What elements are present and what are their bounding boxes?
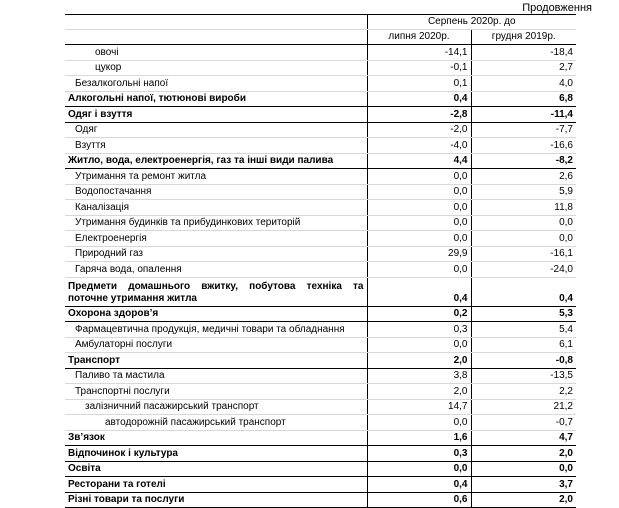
value-vs-december: -0,7 (471, 415, 576, 431)
table-row (65, 215, 576, 231)
value-vs-december: 2,2 (471, 384, 576, 400)
table-row-category (65, 277, 576, 306)
table-row-category (65, 477, 576, 493)
table-row (65, 122, 576, 138)
row-label: Транспортні послуги (65, 384, 367, 400)
value-vs-july: 0,0 (367, 184, 471, 200)
value-vs-december: -16,1 (471, 246, 576, 262)
row-label: Одяг (65, 122, 367, 138)
value-vs-december: 4,0 (471, 76, 576, 92)
row-label: Ресторани та готелі (65, 477, 367, 493)
value-vs-december: -8,2 (471, 153, 576, 169)
header-row-columns (65, 30, 576, 45)
table-row-category (65, 91, 576, 107)
table-row-category (65, 107, 576, 123)
value-vs-july: 3,8 (367, 368, 471, 384)
value-vs-december: -0,8 (471, 353, 576, 369)
value-vs-december: -18,4 (471, 45, 576, 61)
value-vs-july: 0,4 (367, 277, 471, 306)
value-vs-july: 1,6 (367, 430, 471, 446)
table-row (65, 45, 576, 61)
value-vs-july: -0,1 (367, 60, 471, 76)
row-label: Безалкогольні напої (65, 76, 367, 92)
value-vs-july: -14,1 (367, 45, 471, 61)
value-vs-july: 0,0 (367, 169, 471, 185)
table-row-category (65, 430, 576, 446)
value-vs-december: 21,2 (471, 399, 576, 415)
value-vs-december: 2,0 (471, 492, 576, 508)
row-label: Одяг і взуття (65, 107, 367, 123)
table-row (65, 60, 576, 76)
value-vs-december: -11,4 (471, 107, 576, 123)
table-row-category (65, 153, 576, 169)
value-vs-december: 0,0 (471, 231, 576, 247)
table-row (65, 246, 576, 262)
row-label: Житло, вода, електроенергія, газ та інші види палива (65, 153, 367, 169)
value-vs-july: 0,0 (367, 231, 471, 247)
row-label: Алкогольні напої, тютюнові вироби (65, 91, 367, 107)
value-vs-december: 2,0 (471, 446, 576, 462)
value-vs-december: 3,7 (471, 477, 576, 493)
value-vs-december: 5,4 (471, 322, 576, 338)
row-label: Утримання та ремонт житла (65, 169, 367, 185)
table-row (65, 169, 576, 185)
value-vs-july: 0,0 (367, 461, 471, 477)
row-label: Зв’язок (65, 430, 367, 446)
value-vs-december: 6,1 (471, 337, 576, 353)
value-vs-december: 0,0 (471, 461, 576, 477)
table-row (65, 231, 576, 247)
value-vs-july: 2,0 (367, 384, 471, 400)
value-vs-july: 0,6 (367, 492, 471, 508)
row-label: автодорожній пасажирський транспорт (65, 415, 367, 431)
value-vs-july: -2,0 (367, 122, 471, 138)
row-label: Природний газ (65, 246, 367, 262)
row-label: Каналізація (65, 200, 367, 216)
price-index-table (65, 14, 576, 508)
value-vs-july: -4,0 (367, 138, 471, 154)
row-label: Паливо та мастила (65, 368, 367, 384)
value-vs-july: 0,2 (367, 306, 471, 322)
value-vs-december: -24,0 (471, 262, 576, 278)
row-label: Освіта (65, 461, 367, 477)
value-vs-december: 11,8 (471, 200, 576, 216)
table-row-category (65, 492, 576, 508)
table-row (65, 184, 576, 200)
row-label: Амбулаторні послуги (65, 337, 367, 353)
header-col-july: липня 2020р. (367, 30, 471, 45)
value-vs-july: 0,0 (367, 215, 471, 231)
row-label: Охорона здоров’я (65, 306, 367, 322)
table-row-category (65, 461, 576, 477)
value-vs-december: -7,7 (471, 122, 576, 138)
value-vs-july: 0,0 (367, 200, 471, 216)
value-vs-july: 0,0 (367, 337, 471, 353)
header-col-december: грудня 2019р. (471, 30, 576, 45)
row-label: Відпочинок і культура (65, 446, 367, 462)
value-vs-december: 5,9 (471, 184, 576, 200)
table-row (65, 399, 576, 415)
value-vs-december: -13,5 (471, 368, 576, 384)
table-row (65, 415, 576, 431)
header-blank-cell (65, 30, 367, 45)
value-vs-december: 0,4 (471, 277, 576, 306)
value-vs-july: 0,0 (367, 262, 471, 278)
table-row-category (65, 446, 576, 462)
value-vs-july: 0,0 (367, 415, 471, 431)
continued-label: Продовження (522, 2, 592, 14)
row-label: Утримання будинків та прибудинкових територій (65, 215, 367, 231)
row-label: Гаряча вода, опалення (65, 262, 367, 278)
table-row (65, 322, 576, 338)
value-vs-july: 0,1 (367, 76, 471, 92)
value-vs-december: -16,6 (471, 138, 576, 154)
value-vs-july: 0,3 (367, 446, 471, 462)
table-row-category (65, 353, 576, 369)
header-group-label: Серпень 2020р. до (367, 15, 576, 30)
value-vs-july: 29,9 (367, 246, 471, 262)
table-row (65, 384, 576, 400)
value-vs-july: -2,8 (367, 107, 471, 123)
row-label: Взуття (65, 138, 367, 154)
row-label: Електроенергія (65, 231, 367, 247)
header-blank-cell (65, 15, 367, 30)
value-vs-december: 5,3 (471, 306, 576, 322)
row-label: залізничний пасажирський транспорт (65, 399, 367, 415)
row-label: Фармацевтична продукція, медичні товари та обладнання (65, 322, 367, 338)
value-vs-july: 0,3 (367, 322, 471, 338)
table-row (65, 337, 576, 353)
value-vs-december: 0,0 (471, 215, 576, 231)
row-label: Транспорт (65, 353, 367, 369)
value-vs-december: 2,6 (471, 169, 576, 185)
value-vs-july: 4,4 (367, 153, 471, 169)
row-label: Різні товари та послуги (65, 492, 367, 508)
table-row (65, 368, 576, 384)
table-row-category (65, 306, 576, 322)
value-vs-december: 4,7 (471, 430, 576, 446)
row-label: Водопостачання (65, 184, 367, 200)
value-vs-december: 2,7 (471, 60, 576, 76)
row-label: цукор (65, 60, 367, 76)
value-vs-july: 2,0 (367, 353, 471, 369)
table-row (65, 76, 576, 92)
value-vs-july: 0,4 (367, 91, 471, 107)
value-vs-december: 6,8 (471, 91, 576, 107)
row-label: овочі (65, 45, 367, 61)
value-vs-july: 14,7 (367, 399, 471, 415)
value-vs-july: 0,4 (367, 477, 471, 493)
table-row (65, 262, 576, 278)
table-row (65, 138, 576, 154)
header-row-group (65, 15, 576, 30)
table-row (65, 200, 576, 216)
row-label: Предмети домашнього вжитку, побутова техніка та поточне утримання житла (65, 277, 367, 306)
